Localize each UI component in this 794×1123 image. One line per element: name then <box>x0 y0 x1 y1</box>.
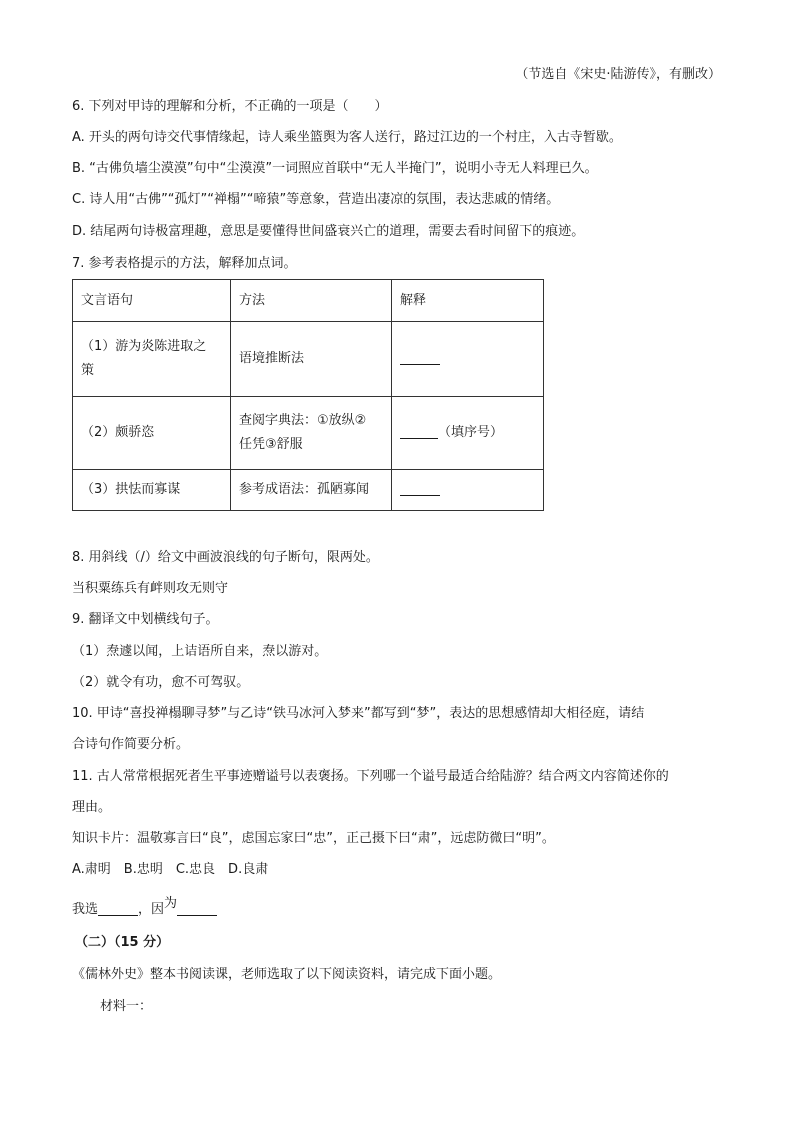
row2-answer <box>392 397 544 470</box>
question-9-stem: 9. 翻译文中划横线句子。 <box>72 612 219 627</box>
question-11-answer-line <box>72 896 217 919</box>
question-10-line1: 10. 甲诗“喜投禅榻聊寻梦”与乙诗“铁马冰河入梦来”都写到“梦”，表达的思想感情却大相径庭，请结 <box>72 706 645 721</box>
question-10-line2: 合诗句作简要分析。 <box>72 737 190 752</box>
row2-method <box>231 397 392 470</box>
question-11-options: A.肃明 B.忠明 C.忠良 D.良肃 <box>72 862 269 877</box>
question-8-stem: 8. 用斜线（/）给文中画波浪线的句子断句，限两处。 <box>72 550 379 565</box>
header-method: 方法 <box>231 280 392 322</box>
fill-number-hint: （填序号） <box>438 425 504 440</box>
answer-blank[interactable] <box>400 424 438 439</box>
table-row <box>73 322 544 397</box>
header-sentence: 文言语句 <box>73 280 231 322</box>
section-2-heading: （二）（15 分） <box>75 935 170 950</box>
answer-blank[interactable] <box>98 901 138 916</box>
answer-blank[interactable] <box>400 350 440 365</box>
table-row <box>73 470 544 511</box>
row3-sentence: （3）拱怯而寡谋 <box>73 470 231 511</box>
row3-answer <box>392 470 544 511</box>
question-6-stem: 6. 下列对甲诗的理解和分析，不正确的一项是（ ） <box>72 99 388 114</box>
question-6-option-d: D. 结尾两句诗极富理趣，意思是要懂得世间盛衰兴亡的道理，需要去看时间留下的痕迹。 <box>72 224 585 239</box>
question-9-item-2: （2）就令有功，愈不可驾驭。 <box>72 675 250 690</box>
question-11-line2: 理由。 <box>72 800 112 815</box>
table-row <box>73 397 544 470</box>
material-one-label: 材料一： <box>100 999 153 1014</box>
answer-mid: ，因 <box>138 902 165 917</box>
row2-method-line1: 查阅字典法：①放纵② <box>239 413 367 428</box>
answer-prefix: 我选 <box>72 902 99 917</box>
section-2-intro: 《儒林外史》整本书阅读课，老师选取了以下阅读资料，请完成下面小题。 <box>72 967 502 982</box>
row2-method-line2: 任凭③舒服 <box>239 437 303 452</box>
row1-answer <box>392 322 544 397</box>
knowledge-card: 知识卡片：温敬寡言曰“良”，虑国忘家曰“忠”，正己摄下曰“肃”，远虑防微曰“明”。 <box>72 831 555 846</box>
question-8-sentence: 当积粟练兵有衅则攻无则守 <box>72 581 229 596</box>
source-note: （节选自《宋史·陆游传》，有删改） <box>515 67 721 82</box>
answer-blank[interactable] <box>177 901 217 916</box>
question-11-line1: 11. 古人常常根据死者生平事迹赠谥号以表褒扬。下列哪一个谥号最适合给陆游？结合两文内容简述你的 <box>72 769 669 784</box>
row1-method: 语境推断法 <box>231 322 392 397</box>
answer-blank[interactable] <box>400 481 440 496</box>
header-explanation: 解释 <box>392 280 544 322</box>
question-6-option-a: A. 开头的两句诗交代事情缘起，诗人乘坐篮舆为客人送行，路过江边的一个村庄，入古寺暂歇。 <box>72 130 622 145</box>
row1-sentence-line1: （1）游为炎陈进取之 <box>81 339 207 354</box>
question-7-table <box>72 279 544 511</box>
question-6-option-c: C. 诗人用“古佛”“孤灯”“禅榻”“啼猿”等意象，营造出凄凉的氛围，表达悲戚的情绪。 <box>72 192 560 207</box>
question-7-stem: 7. 参考表格提示的方法，解释加点词。 <box>72 256 297 271</box>
row3-method: 参考成语法：孤陋寡闻 <box>231 470 392 511</box>
row1-sentence-line2: 策 <box>81 363 95 378</box>
question-9-item-1: （1）焘遽以闻，上诘语所自来，焘以游对。 <box>72 644 328 659</box>
answer-sup: 为 <box>164 896 178 911</box>
row2-sentence: （2）颇骄恣 <box>73 397 231 470</box>
question-6-option-b: B. “古佛负墙尘漠漠”句中“尘漠漠”一词照应首联中“无人半掩门”，说明小寺无人料理已久。 <box>72 161 598 176</box>
table-header-row <box>73 280 544 322</box>
row1-sentence <box>73 322 231 397</box>
